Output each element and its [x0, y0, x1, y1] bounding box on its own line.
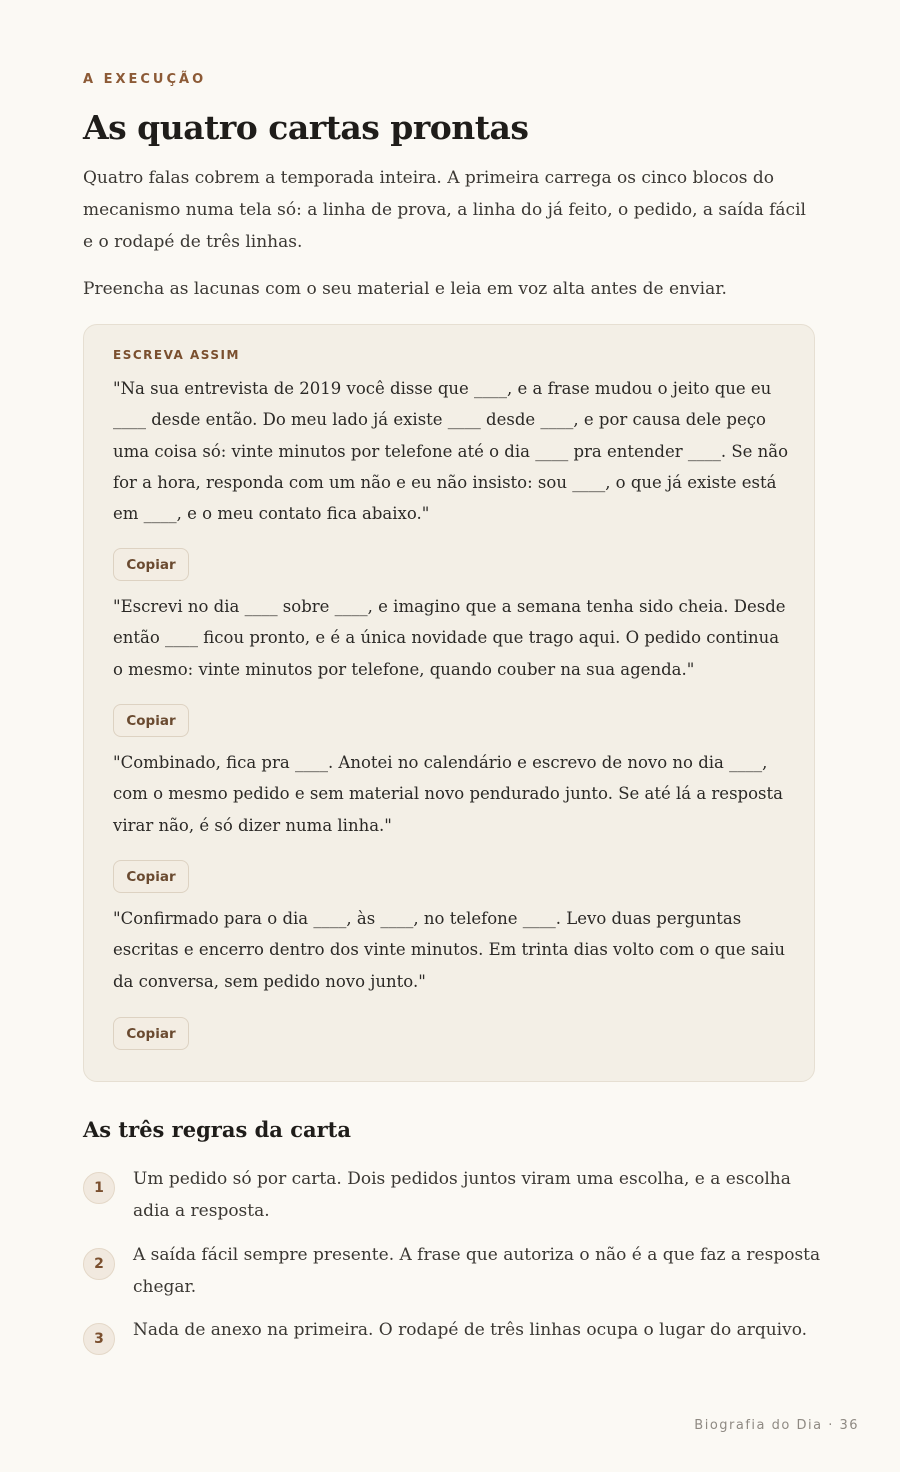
rule-text: A saída fácil sempre presente. A frase que autoriza o não é a que faz a resposta chegar. [133, 1245, 821, 1297]
page-title: As quatro cartas prontas [83, 108, 529, 147]
rules-title: As três regras da carta [83, 1117, 351, 1142]
letter-4-text[interactable]: "Confirmado para o dia ____, às ____, no telefone ____. Levo duas perguntas escritas e encerro dentro dos vinte minutos. Em trinta dias volto com o que saiu da conversa, sem pedido novo junto." [113, 909, 786, 991]
copy-button-1[interactable]: Copiar [113, 548, 189, 581]
card-label: ESCREVA ASSIM [113, 348, 240, 362]
rule-number-badge: 3 [83, 1323, 115, 1355]
letter-2-text[interactable]: "Escrevi no dia ____ sobre ____, e imagino que a semana tenha sido cheia. Desde então ____ ficou pronto, e é a única novidade que trago aqui. O pedido continua o mesmo: vinte minutos por telefone, quando couber na sua agenda." [113, 597, 786, 679]
letters-card [83, 324, 815, 1082]
rule-text: Nada de anexo na primeira. O rodapé de três linhas ocupa o lugar do arquivo. [133, 1320, 808, 1340]
copy-button-3[interactable]: Copiar [113, 860, 189, 893]
rule-number-badge: 1 [83, 1172, 115, 1204]
section-eyebrow: A EXECUÇÃO [83, 72, 207, 87]
rule-text: Um pedido só por carta. Dois pedidos juntos viram uma escolha, e a escolha adia a resposta. [133, 1169, 791, 1221]
copy-button-2[interactable]: Copiar [113, 704, 189, 737]
copy-button-4[interactable]: Copiar [113, 1017, 189, 1050]
instruction-paragraph: Preencha as lacunas com o seu material e leia em voz alta antes de enviar. [83, 279, 727, 299]
letter-3-text[interactable]: "Combinado, fica pra ____. Anotei no calendário e escrevo de novo no dia ____, com o mesmo pedido e sem material novo pendurado junto. Se até lá a resposta virar não, é só dizer numa linha." [113, 753, 783, 835]
page-footer: Biografia do Dia · 36 [694, 1418, 859, 1433]
intro-paragraph: Quatro falas cobrem a temporada inteira. A primeira carrega os cinco blocos do mecanismo numa tela só: a linha de prova, a linha do já feito, o pedido, a saída fácil e o rodapé de três linhas. [83, 168, 806, 252]
letter-1-text[interactable]: "Na sua entrevista de 2019 você disse que ____, e a frase mudou o jeito que eu ____ desde então. Do meu lado já existe ____ desde ____, e por causa dele peço uma coisa só: vinte minutos por telefone até o dia ____ pra entender ____. Se não for a hora, responda com um não e eu não insisto: sou ____, o que já existe está em ____, e o meu contato fica abaixo." [113, 379, 789, 524]
rule-number-badge: 2 [83, 1248, 115, 1280]
